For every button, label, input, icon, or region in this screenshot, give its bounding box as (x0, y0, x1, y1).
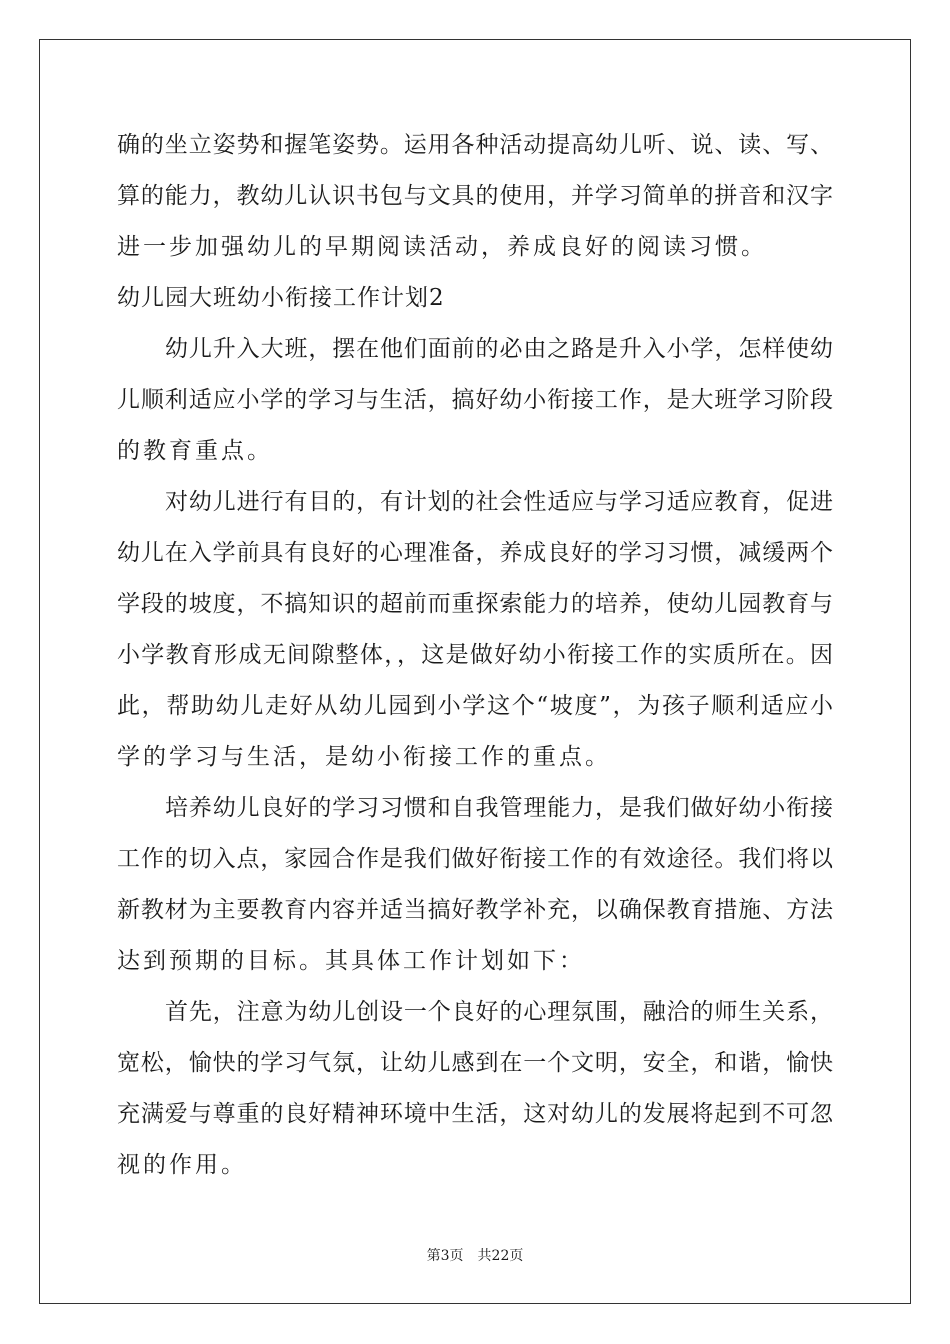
text-line: 进一步加强幼儿的早期阅读活动，养成良好的阅读习惯。 (117, 234, 767, 260)
text-line: 此，帮助幼儿走好从幼儿园到小学这个“坡度”，为孩子顺利适应小 (117, 693, 833, 719)
document-body (117, 127, 833, 1198)
text-line: 达到预期的目标。其具体工作计划如下： (117, 948, 585, 974)
text-line: 工作的切入点，家园合作是我们做好衔接工作的有效途径。我们将以 (117, 846, 833, 872)
text-line: 充满爱与尊重的良好精神环境中生活，这对幼儿的发展将起到不可忽 (117, 1101, 833, 1127)
paragraph-first-line: 幼儿升入大班，摆在他们面前的必由之路是升入小学，怎样使幼 (165, 336, 833, 362)
text-line: 确的坐立姿势和握笔姿势。运用各种活动提高幼儿听、说、读、写、 (117, 132, 833, 158)
text-line: 新教材为主要教育内容并适当搞好教学补充，以确保教育措施、方法 (117, 897, 833, 923)
text-line: 幼儿在入学前具有良好的心理准备，养成良好的学习习惯，减缓两个 (117, 540, 833, 566)
section-heading: 幼儿园大班幼小衔接工作计划2 (117, 285, 445, 311)
paragraph-first-line: 首先，注意为幼儿创设一个良好的心理氛围，融洽的师生关系， (165, 999, 833, 1025)
text-line: 学的学习与生活，是幼小衔接工作的重点。 (117, 744, 611, 770)
text-line: 视的作用。 (117, 1152, 247, 1178)
text-line: 的教育重点。 (117, 438, 273, 464)
paragraph-first-line: 对幼儿进行有目的，有计划的社会性适应与学习适应教育，促进 (165, 489, 833, 515)
text-line: 算的能力，教幼儿认识书包与文具的使用，并学习简单的拼音和汉字 (117, 183, 833, 209)
page-number: 第3页 (426, 1248, 464, 1264)
text-line: 宽松，愉快的学习气氛，让幼儿感到在一个文明，安全，和谐，愉快 (117, 1050, 833, 1076)
text-line: 小学教育形成无间隙整体，，这是做好幼小衔接工作的实质所在。因 (117, 642, 833, 668)
paragraph-first-line: 培养幼儿良好的学习习惯和自我管理能力，是我们做好幼小衔接 (165, 795, 833, 821)
text-line: 儿顺利适应小学的学习与生活，搞好幼小衔接工作，是大班学习阶段 (117, 387, 833, 413)
page-total: 共22页 (477, 1248, 524, 1264)
text-line: 学段的坡度，不搞知识的超前而重探索能力的培养，使幼儿园教育与 (117, 591, 833, 617)
page-footer (0, 1245, 950, 1265)
